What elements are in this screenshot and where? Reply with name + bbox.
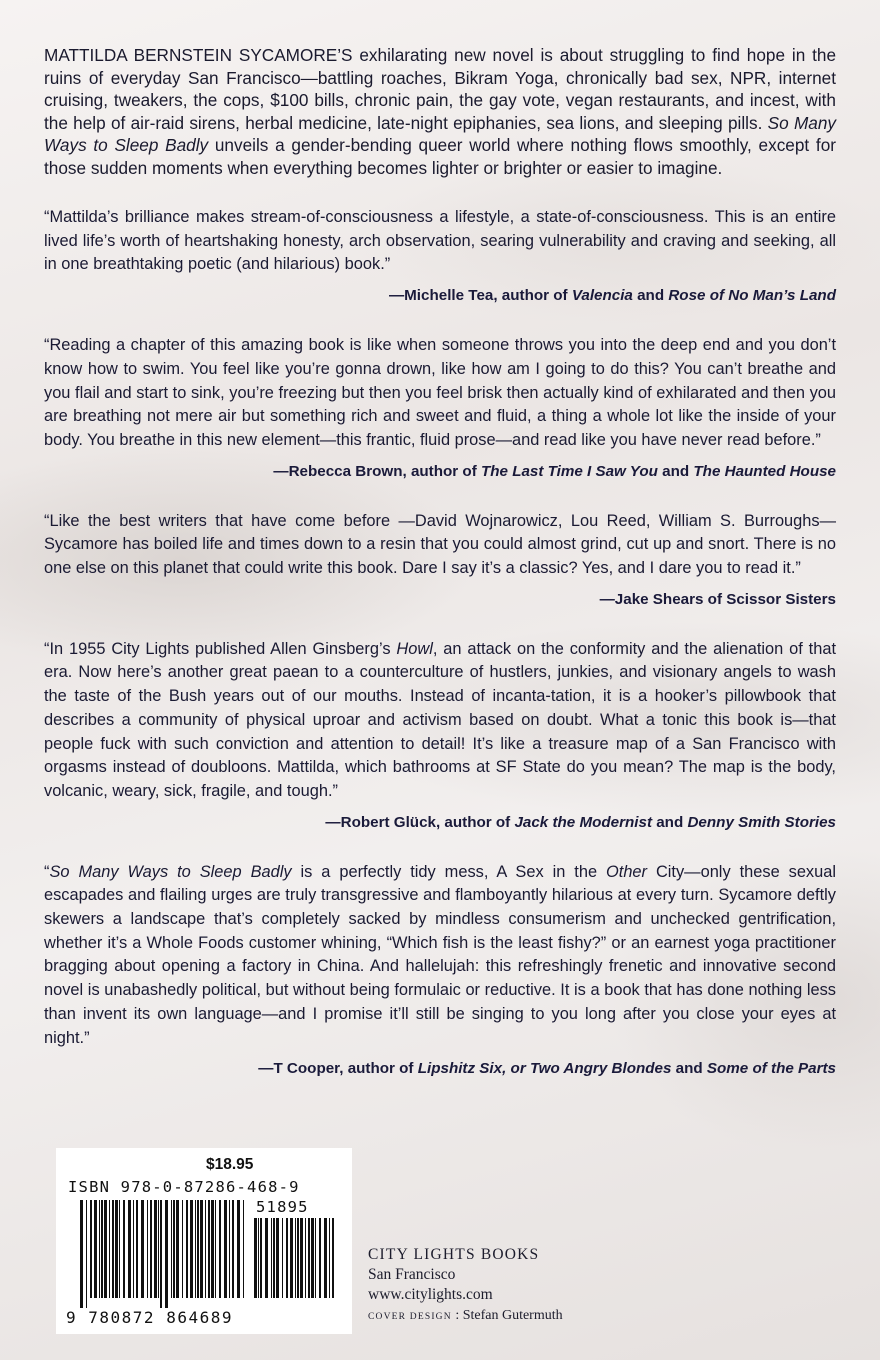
barcode-bar bbox=[224, 1200, 227, 1298]
barcode-bar bbox=[80, 1200, 83, 1308]
barcode-bar bbox=[173, 1200, 175, 1298]
barcode-bar bbox=[315, 1218, 316, 1298]
barcode-bar bbox=[133, 1200, 134, 1298]
barcode-bar bbox=[186, 1200, 188, 1298]
barcode-bar bbox=[101, 1200, 103, 1298]
barcode-panel bbox=[56, 1148, 352, 1334]
barcode-bar bbox=[215, 1200, 216, 1298]
barcode-bar bbox=[329, 1218, 330, 1298]
author-name: MATTILDA BERNSTEIN SYCAMORE’S bbox=[44, 45, 353, 65]
barcode-bar bbox=[197, 1200, 199, 1298]
barcode-bar bbox=[154, 1200, 157, 1298]
blurb-quote: “Reading a chapter of this amazing book is like when someone throws you into the deep end and you don’t know how to swim. You feel like you’re gonna drown, like how am I going to do this? You can’t breathe and you flail and start to sink, you’re freezing but then you feel brisk then actually kind of exhilarated and then you are breathing not mere air but something rich and sweet and fluid, a thing a whole lot like the inside of your body. You breathe in this new element—this frantic, fluid prose—and read like you have never read before.” bbox=[44, 336, 836, 449]
barcode-bar bbox=[109, 1200, 110, 1298]
barcode-bar bbox=[104, 1200, 107, 1298]
barcode-bar bbox=[141, 1200, 144, 1298]
barcode-bar bbox=[273, 1218, 275, 1298]
barcode-bar bbox=[200, 1200, 203, 1298]
barcode-bar bbox=[300, 1218, 303, 1298]
publisher-name: CITY LIGHTS BOOKS bbox=[368, 1246, 540, 1263]
barcode-bar bbox=[147, 1200, 148, 1298]
blurb-attribution: —Robert Glück, author of Jack the Modernist and Denny Smith Stories bbox=[325, 813, 836, 831]
publisher-block bbox=[368, 1244, 563, 1328]
blurb-quote: “Like the best writers that have come before —David Wojnarowicz, Lou Reed, William S. Burroughs—Sycamore has boiled life and times down to a resin that you could almost grind, cut up and snort. There is no one else on this planet that could write this book. Dare I say it’s a classic? Yes, and I dare you to read it.” bbox=[44, 511, 836, 578]
barcode-bar bbox=[260, 1218, 262, 1298]
intro-paragraph: MATTILDA BERNSTEIN SYCAMORE’S exhilarating new novel is about struggling to find hope in the ruins of everyday San Francisco—battling roaches, Bikram Yoga, chronically bad sex, NPR, internet cruising, tweakers, the cops, $100 bills, chronic pain, the gay vote, vegan restaurants, and incest, with the help of air-raid sirens, herbal medicine, late-night epiphanies, sea lions, and sleeping pills. So Many Ways to Sleep Badly unveils a gender-bending queer world where nothing flows smoothly, except for those sudden moments when everything becomes lighter or brighter or easier to imagine. bbox=[44, 45, 837, 178]
barcode-bar bbox=[324, 1218, 327, 1298]
barcode-bar bbox=[332, 1218, 334, 1298]
barcode-bar bbox=[311, 1218, 314, 1298]
barcode-bar bbox=[165, 1200, 168, 1308]
barcode-bar bbox=[237, 1200, 240, 1298]
barcode-bar bbox=[258, 1218, 259, 1298]
barcode-bar bbox=[243, 1200, 244, 1298]
barcode-bar bbox=[115, 1200, 118, 1298]
blurb-attribution: —T Cooper, author of Lipshitz Six, or Two Angry Blondes and Some of the Parts bbox=[258, 1060, 836, 1078]
barcode-bar bbox=[136, 1200, 138, 1298]
barcode-bar bbox=[205, 1200, 206, 1298]
blurb-quote: “Mattilda’s brilliance makes stream-of-consciousness a lifestyle, a state-of-consciousness. This is an entire lived life’s worth of heartshaking honesty, arch observation, searing vulnerability and craving and seeking, all in one breathtaking poetic (and hilarious) book.” bbox=[44, 208, 836, 274]
barcode-bar bbox=[276, 1218, 279, 1298]
isbn-number: ISBN 978-0-87286-468-9 bbox=[68, 1178, 300, 1196]
barcode-bar bbox=[150, 1200, 152, 1298]
barcode-bar bbox=[160, 1200, 162, 1308]
barcode-bar bbox=[94, 1200, 97, 1298]
barcode-bar bbox=[229, 1200, 230, 1298]
blurb-quote: “So Many Ways to Sleep Badly is a perfectly tidy mess, A Sex in the Other City—only these sexual escapades and flailing urges are truly transgressive and flamboyantly hilarious at every turn. Sycamore deftly skewers a landscape that’s completely sacked by mindless consumerism and unchecked gentrification, whether it’s a Whole Foods customer whining, “Which fish is the least fishy?” or an earnest yoga practitioner bragging about opening a factory in China. And hallelujah: this refreshingly frenetic and innovative second novel is unabashedly political, but without being formulaic or reductive. It is a book that has done nothing less than invent its own language—and I promise it’ll still be singing to you long after you close your eyes at night.” bbox=[44, 862, 836, 1047]
barcode-bar bbox=[211, 1200, 214, 1298]
barcode-digits: 9 780872 864689 bbox=[66, 1308, 233, 1327]
barcode-bar bbox=[158, 1200, 159, 1298]
barcode-bar bbox=[171, 1200, 172, 1298]
blurb-quote: “In 1955 City Lights published Allen Ginsberg’s Howl, an attack on the conformity and the alienation of that era. Now here’s another great paean to a counterculture of hustlers, junkies, and visionary angels to wash the taste of the Bush years out of our mouths. Instead of incanta-tation, it is a hooker’s pillowbook that describes a community of physical uproar and activism based on doubt. What a tonic this book is—that people fuck with such conviction and attention to detail! It’s like a treasure map of a San Francisco with orgasms instead of doubloons. Mattilda, which bathrooms at SF State do you mean? The map is the body, volcanic, weary, sick, fragile, and tough.” bbox=[44, 639, 837, 800]
barcode-bar bbox=[119, 1200, 120, 1298]
price-label: $18.95 bbox=[206, 1156, 254, 1173]
blurb-attribution: —Michelle Tea, author of Valencia and Rose of No Man’s Land bbox=[388, 287, 836, 305]
ean-barcode bbox=[80, 1200, 248, 1308]
back-cover-text bbox=[44, 44, 836, 1080]
barcode-bar bbox=[112, 1200, 114, 1298]
cover-design-credit: COVER DESIGN : Stefan Gutermuth bbox=[368, 1308, 563, 1323]
barcode-bar bbox=[86, 1200, 87, 1308]
barcode-bar bbox=[319, 1218, 321, 1298]
barcode-bar bbox=[182, 1200, 183, 1298]
barcode-bar bbox=[176, 1200, 179, 1298]
barcode-bar bbox=[128, 1200, 131, 1298]
publisher-url: www.citylights.com bbox=[368, 1286, 493, 1303]
barcode-bar bbox=[208, 1200, 210, 1298]
barcode-bar bbox=[305, 1218, 306, 1298]
blurb-attribution: —Jake Shears of Scissor Sisters bbox=[599, 590, 836, 608]
barcode-bar bbox=[308, 1218, 310, 1298]
barcode-bar bbox=[282, 1218, 283, 1298]
barcode-bar bbox=[290, 1218, 293, 1298]
barcode-bar bbox=[254, 1218, 257, 1298]
price-supplement-code: 51895 bbox=[256, 1198, 309, 1216]
barcode-bar bbox=[232, 1200, 234, 1298]
barcode-bar bbox=[286, 1218, 288, 1298]
book-title: So Many Ways to Sleep Badly bbox=[44, 112, 836, 155]
blurb-attribution: —Rebecca Brown, author of The Last Time I Saw You and The Haunted House bbox=[273, 462, 836, 480]
barcode-bar bbox=[271, 1218, 272, 1298]
barcode-bar bbox=[90, 1200, 92, 1298]
barcode-bar bbox=[295, 1218, 296, 1298]
barcode-bar bbox=[190, 1200, 193, 1298]
barcode-bar bbox=[99, 1200, 100, 1298]
barcode-bar bbox=[195, 1200, 196, 1298]
barcode-bar bbox=[219, 1200, 221, 1298]
barcode-bar bbox=[265, 1218, 268, 1298]
barcode-bar bbox=[297, 1218, 299, 1298]
supplement-barcode bbox=[254, 1218, 338, 1308]
publisher-city: San Francisco bbox=[368, 1266, 456, 1283]
barcode-bar bbox=[123, 1200, 125, 1298]
